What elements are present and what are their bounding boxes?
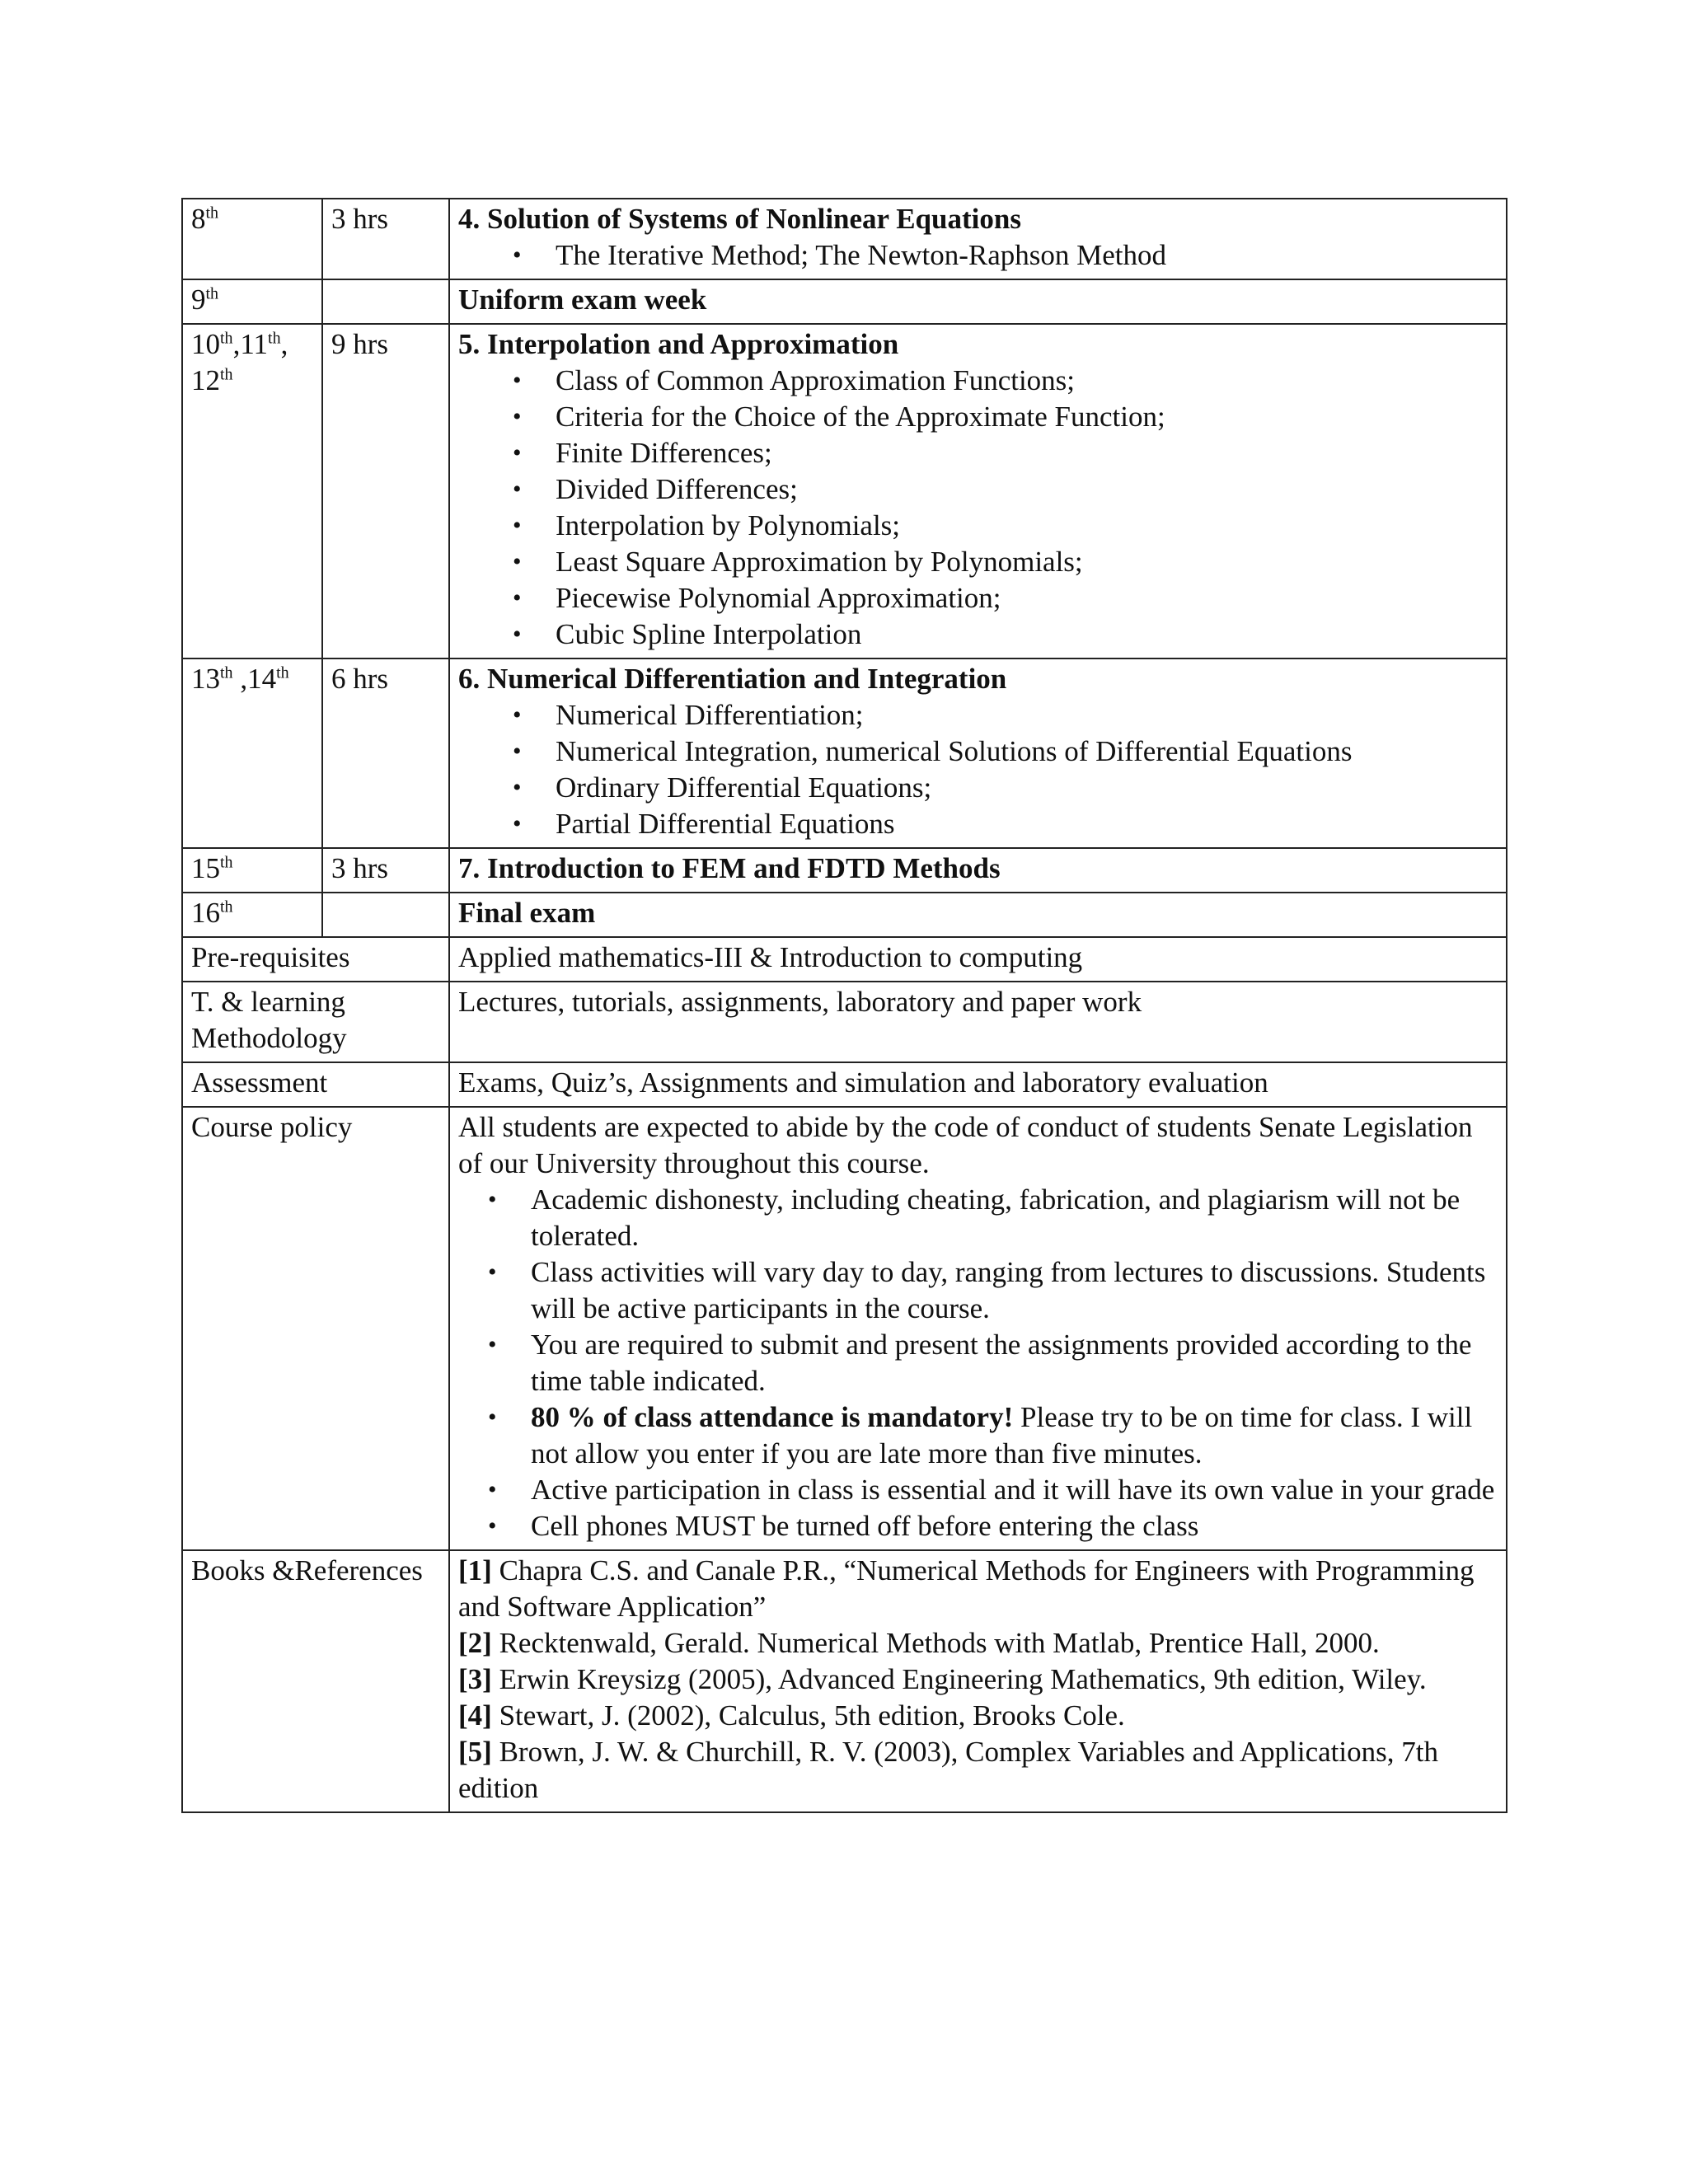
week-cell: 9th <box>182 279 322 324</box>
reference-item <box>458 1625 1498 1661</box>
policy-item <box>531 1254 1498 1327</box>
syllabus-table <box>181 198 1507 1813</box>
topic-title: Final exam <box>458 897 596 929</box>
reference-text: Erwin Kreysizg (2005), Advanced Engineering Mathematics, 9th edition, Wiley. <box>491 1663 1427 1695</box>
prerequisites-label: Pre-requisites <box>182 937 449 982</box>
reference-text: Chapra C.S. and Canale P.R., “Numerical Methods for Engineers with Programming and Software Application” <box>458 1554 1475 1623</box>
topic-item: • Numerical Integration, numerical Solutions of Differential Equations <box>556 733 1498 770</box>
topic-title: 5. Interpolation and Approximation <box>458 328 899 360</box>
reference-text: Recktenwald, Gerald. Numerical Methods with Matlab, Prentice Hall, 2000. <box>491 1627 1380 1659</box>
assessment-label: Assessment <box>182 1062 449 1107</box>
topic-list <box>458 237 1498 274</box>
references-content <box>449 1550 1507 1812</box>
policy-item-text: Active participation in class is essential and it will have its own value in your grade <box>531 1474 1495 1506</box>
topic-cell <box>449 324 1507 658</box>
week-cell: 8th <box>182 199 322 279</box>
course-info-body <box>182 937 1507 1812</box>
reference-number: [4] <box>458 1699 492 1732</box>
hours-cell: 6 hrs <box>322 658 449 848</box>
schedule-body <box>182 199 1507 937</box>
reference-text: Brown, J. W. & Churchill, R. V. (2003), Complex Variables and Applications, 7th edition <box>458 1736 1438 1804</box>
policy-item-text: You are required to submit and present the assignments provided according to the time table indicated. <box>531 1329 1472 1397</box>
policy-item-text: Class activities will vary day to day, ranging from lectures to discussions. Students will be active participants in the course. <box>531 1256 1486 1324</box>
course-policy-content <box>449 1107 1507 1550</box>
assessment-row <box>182 1062 1507 1107</box>
reference-text: Stewart, J. (2002), Calculus, 5th edition, Brooks Cole. <box>491 1699 1125 1732</box>
week-cell: 15th <box>182 848 322 893</box>
course-policy-row <box>182 1107 1507 1550</box>
topic-cell <box>449 658 1507 848</box>
references-row <box>182 1550 1507 1812</box>
policy-item <box>531 1472 1498 1508</box>
reference-number: [5] <box>458 1736 492 1768</box>
reference-item <box>458 1698 1498 1734</box>
topic-item: • Finite Differences; <box>556 435 1498 471</box>
topic-item: • Ordinary Differential Equations; <box>556 770 1498 806</box>
references-label: Books &References <box>182 1550 449 1812</box>
topic-cell <box>449 893 1507 937</box>
hours-cell: 3 hrs <box>322 848 449 893</box>
reference-item <box>458 1553 1498 1625</box>
topic-list <box>458 697 1498 842</box>
topic-title: 6. Numerical Differentiation and Integration <box>458 663 1007 695</box>
methodology-label <box>182 982 449 1062</box>
schedule-row <box>182 279 1507 324</box>
week-cell: 16th <box>182 893 322 937</box>
reference-number: [1] <box>458 1554 492 1586</box>
topic-cell <box>449 199 1507 279</box>
topic-item: • The Iterative Method; The Newton-Raphson Method <box>556 237 1498 274</box>
policy-item-text: Please try to be on time for class. I will not allow you enter if you are late more than five minutes. <box>531 1401 1473 1469</box>
prerequisites-row <box>182 937 1507 982</box>
policy-item-text: Cell phones MUST be turned off before entering the class <box>531 1510 1199 1542</box>
topic-item: • Cubic Spline Interpolation <box>556 616 1498 653</box>
reference-number: [2] <box>458 1627 492 1659</box>
hours-cell: 3 hrs <box>322 199 449 279</box>
topic-cell <box>449 279 1507 324</box>
topic-title: Uniform exam week <box>458 284 707 316</box>
topic-title: 7. Introduction to FEM and FDTD Methods <box>458 852 1001 884</box>
topic-item: • Interpolation by Polynomials; <box>556 508 1498 544</box>
topic-item: • Partial Differential Equations <box>556 806 1498 842</box>
prerequisites-value: Applied mathematics-III & Introduction to computing <box>449 937 1507 982</box>
topic-item: • Piecewise Polynomial Approximation; <box>556 580 1498 616</box>
topic-item: • Class of Common Approximation Functions; <box>556 363 1498 399</box>
methodology-label-line2: Methodology <box>191 1022 347 1054</box>
reference-number: [3] <box>458 1663 492 1695</box>
assessment-value: Exams, Quiz’s, Assignments and simulation and laboratory evaluation <box>449 1062 1507 1107</box>
policy-item-text: Academic dishonesty, including cheating, fabrication, and plagiarism will not be tolerated. <box>531 1183 1461 1252</box>
topic-item: • Criteria for the Choice of the Approximate Function; <box>556 399 1498 435</box>
reference-item <box>458 1661 1498 1698</box>
week-cell: 10th,11th, 12th <box>182 324 322 658</box>
schedule-row <box>182 658 1507 848</box>
hours-cell <box>322 279 449 324</box>
methodology-value: Lectures, tutorials, assignments, laboratory and paper work <box>449 982 1507 1062</box>
schedule-row <box>182 199 1507 279</box>
course-policy-list <box>458 1182 1498 1544</box>
hours-cell: 9 hrs <box>322 324 449 658</box>
hours-cell <box>322 893 449 937</box>
course-policy-intro: All students are expected to abide by the code of conduct of students Senate Legislation of our University throughout this course. <box>458 1111 1473 1179</box>
policy-item <box>531 1508 1498 1544</box>
schedule-row <box>182 893 1507 937</box>
policy-item-emphasis: 80 % of class attendance is mandatory! <box>531 1401 1014 1433</box>
topic-cell <box>449 848 1507 893</box>
topic-item: • Divided Differences; <box>556 471 1498 508</box>
topic-item: • Numerical Differentiation; <box>556 697 1498 733</box>
policy-item <box>531 1182 1498 1254</box>
reference-item <box>458 1734 1498 1807</box>
topic-list <box>458 363 1498 653</box>
schedule-row <box>182 324 1507 658</box>
policy-item <box>531 1327 1498 1399</box>
policy-item <box>531 1399 1498 1472</box>
topic-item: • Least Square Approximation by Polynomials; <box>556 544 1498 580</box>
schedule-row <box>182 848 1507 893</box>
course-policy-label: Course policy <box>182 1107 449 1550</box>
methodology-row <box>182 982 1507 1062</box>
week-cell: 13th ,14th <box>182 658 322 848</box>
methodology-label-line1: T. & learning <box>191 986 345 1018</box>
topic-title: 4. Solution of Systems of Nonlinear Equations <box>458 203 1021 235</box>
